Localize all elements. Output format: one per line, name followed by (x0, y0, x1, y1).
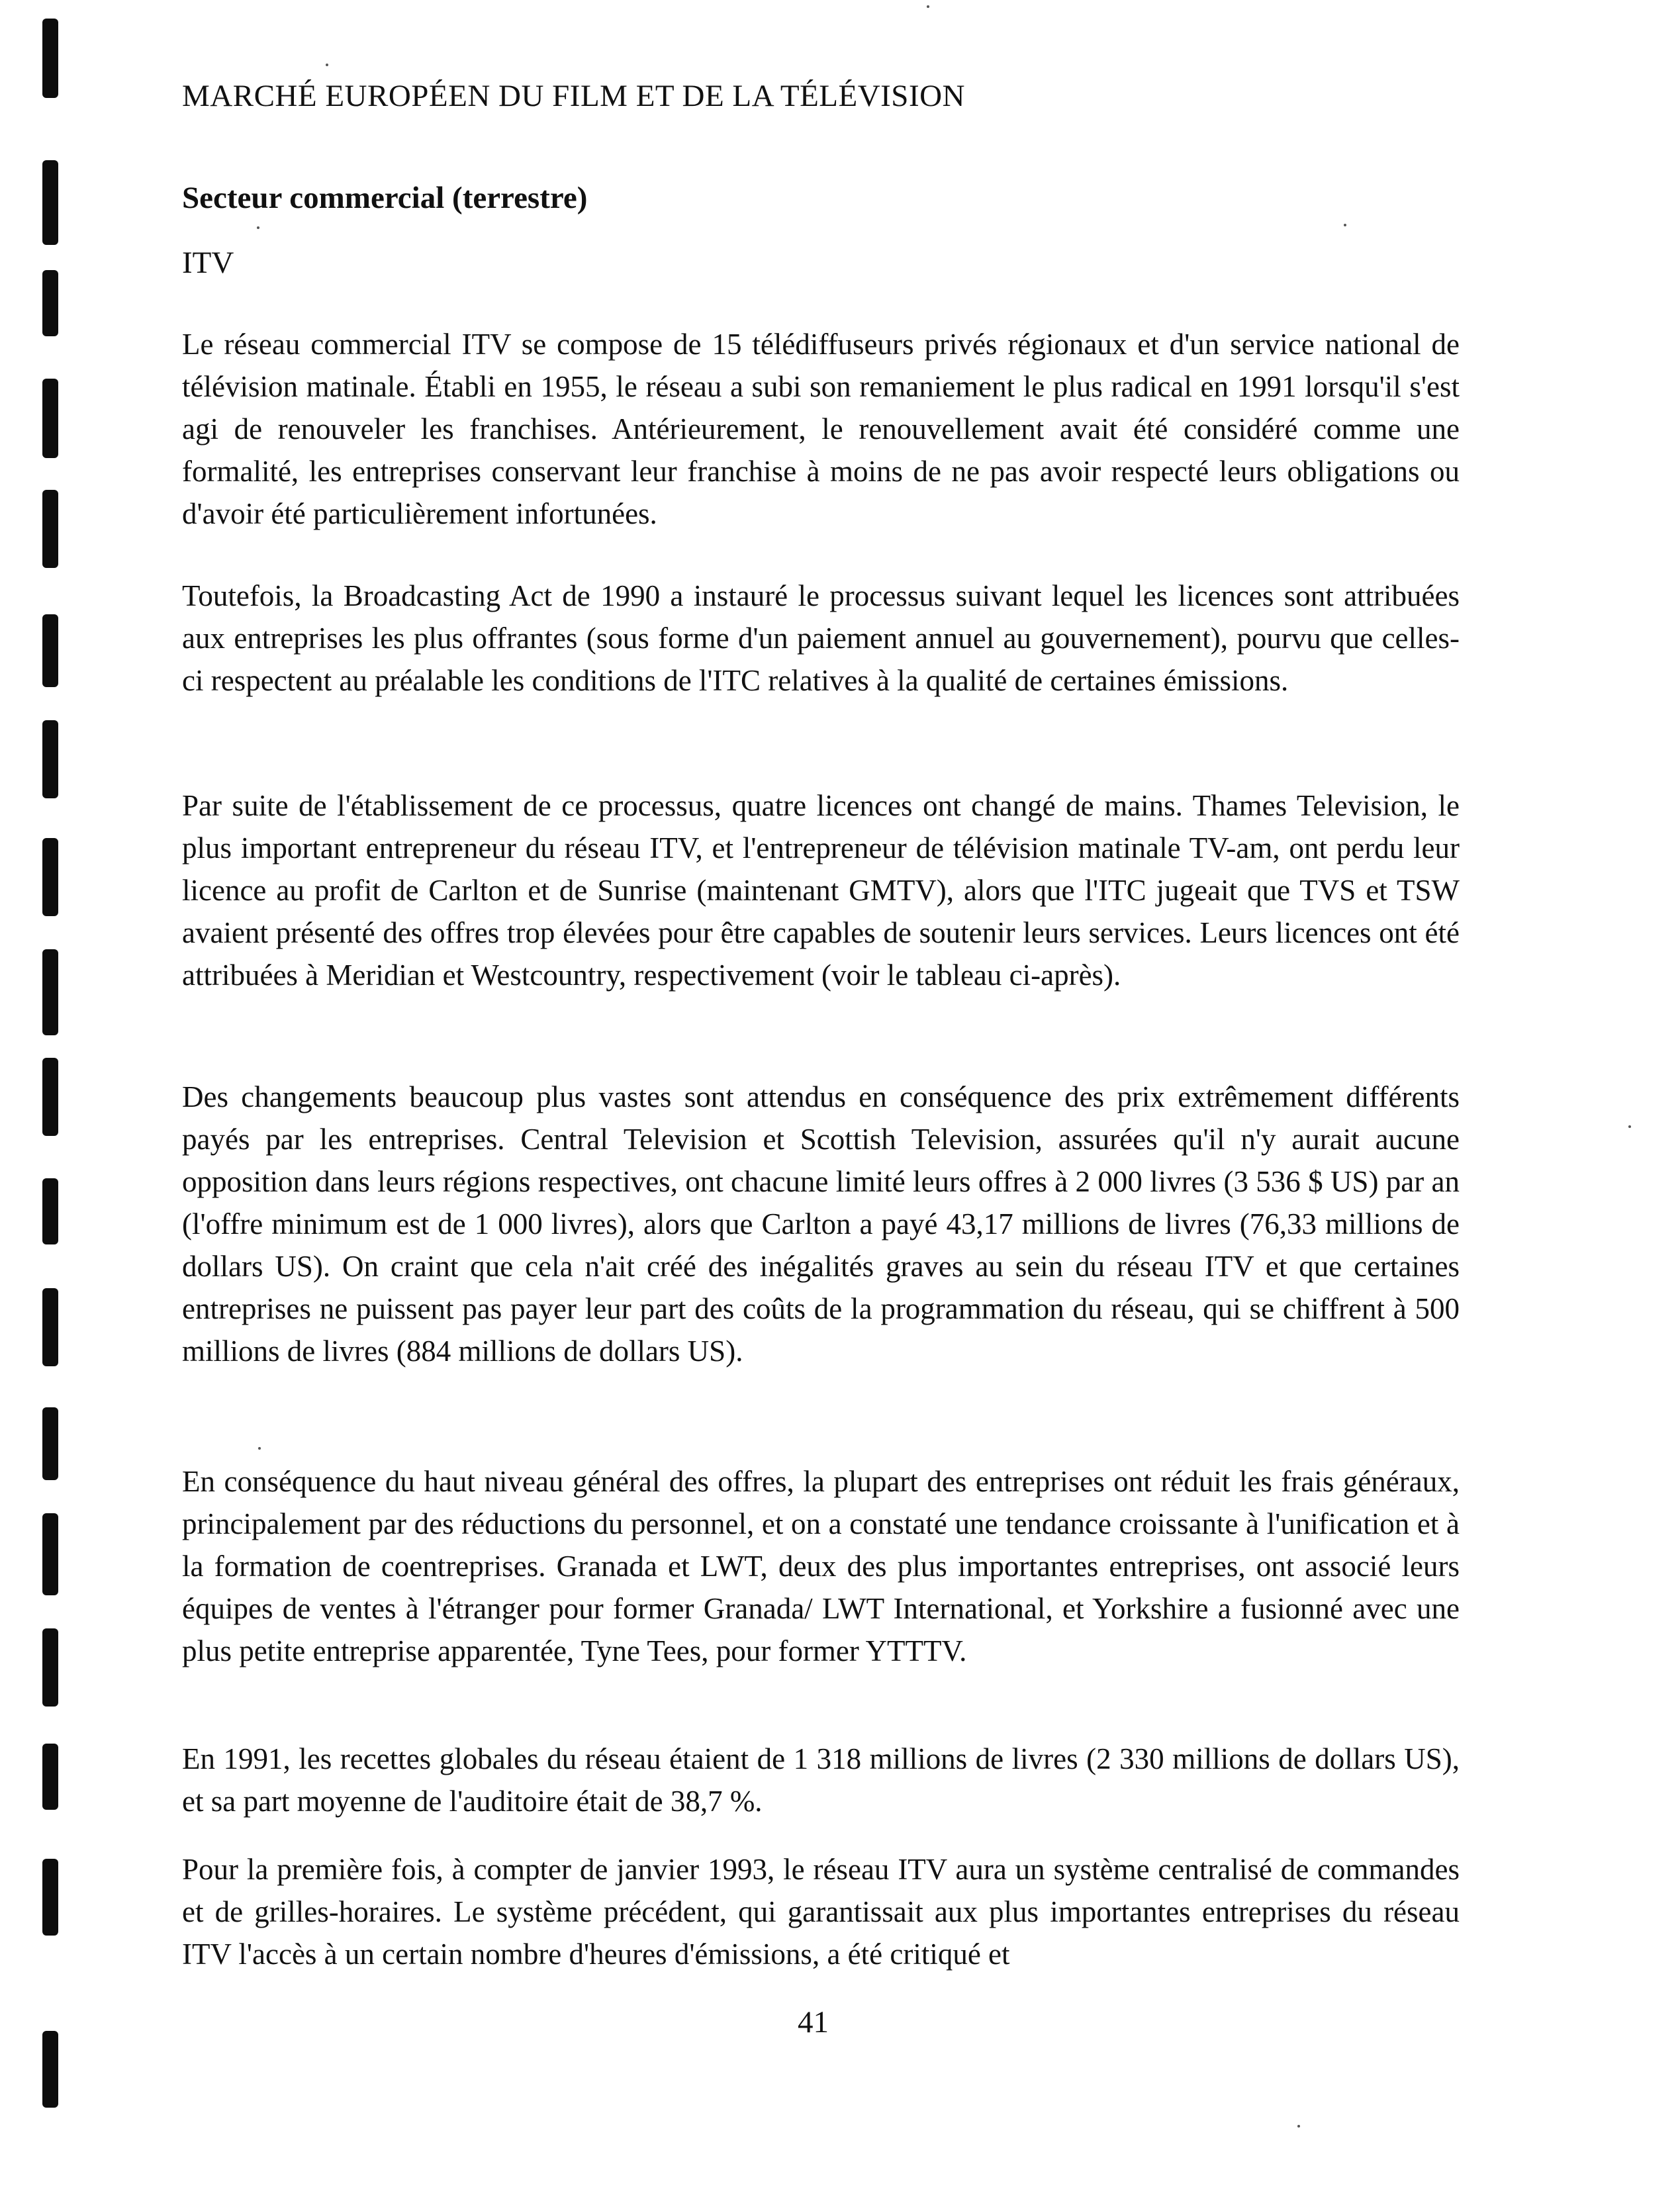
running-header: MARCHÉ EUROPÉEN DU FILM ET DE LA TÉLÉVISION (182, 79, 965, 113)
scan-speck (1344, 224, 1346, 226)
binding-mark (42, 270, 58, 336)
binding-mark (42, 838, 58, 916)
binding-mark (42, 1178, 58, 1244)
scan-speck (1297, 2125, 1300, 2128)
paragraph: En 1991, les recettes globales du réseau étaient de 1 318 millions de livres (2 330 millions de dollars US), et sa part moyenne de l'auditoire était de 38,7 %. (182, 1742, 1460, 1818)
binding-mark (42, 1628, 58, 1707)
scan-speck (258, 1447, 261, 1450)
section-title: Secteur commercial (terrestre) (182, 181, 588, 215)
page-number: 41 (798, 2005, 829, 2039)
scan-speck (927, 5, 929, 8)
scan-speck (326, 64, 328, 66)
scan-speck (257, 226, 259, 229)
binding-mark (42, 1407, 58, 1480)
paragraph: Le réseau commercial ITV se compose de 15 télédiffuseurs privés régionaux et d'un service national de télévision matinale. Établi en 1955, le réseau a subi son remaniement le plus radical en 1991 lorsqu'il s'est agi de renouveler les franchises. Antérieurement, le renouvellement avait été considéré comme une formalité, les entreprises conservant leur franchise à moins de ne pas avoir respecté leurs obligations ou d'avoir été particulièrement infortunées. (182, 328, 1460, 530)
scan-speck (1628, 1125, 1631, 1128)
binding-mark (42, 1058, 58, 1136)
binding-mark (42, 1288, 58, 1366)
binding-mark (42, 1744, 58, 1810)
paragraph: Par suite de l'établissement de ce processus, quatre licences ont changé de mains. Thames Television, le plus important entrepreneur du réseau ITV, et l'entrepreneur de télévision matinale TV-am, ont perdu leur licence au profit de Carlton et de Sunrise (maintenant GMTV), alors que l'ITC jugeait que TVS et TSW avaient présenté des offres trop élevées pour être capables de soutenir leurs services. Leurs licences ont été attribuées à Meridian et Westcountry, respectivement (voir le tableau ci-après). (182, 789, 1460, 992)
binding-mark (42, 1859, 58, 1936)
binding-mark (42, 19, 58, 98)
binding-mark (42, 949, 58, 1035)
paragraph: Pour la première fois, à compter de janvier 1993, le réseau ITV aura un système centralisé de commandes et de grilles-horaires. Le système précédent, qui garantissait aux plus importantes entreprises du réseau ITV l'accès à un certain nombre d'heures d'émissions, a été critiqué et (182, 1853, 1460, 1971)
paragraph: Toutefois, la Broadcasting Act de 1990 a instauré le processus suivant lequel les licences sont attribuées aux entreprises les plus offrantes (sous forme d'un paiement annuel au gouvernement), pourvu que celles-ci respectent au préalable les conditions de l'ITC relatives à la qualité de certaines émissions. (182, 579, 1460, 697)
subsection-title: ITV (182, 246, 234, 280)
binding-mark (42, 2031, 58, 2108)
binding-mark (42, 720, 58, 798)
binding-mark (42, 1513, 58, 1595)
paragraph: En conséquence du haut niveau général des offres, la plupart des entreprises ont réduit les frais généraux, principalement par des réductions du personnel, et on a constaté une tendance croissante à l'unification et à la formation de coentreprises. Granada et LWT, deux des plus importantes entreprises, ont associé leurs équipes de ventes à l'étranger pour former Granada/ LWT International, et Yorkshire a fusionné avec une plus petite entreprise apparentée, Tyne Tees, pour former YTTTV. (182, 1465, 1460, 1667)
binding-mark (42, 490, 58, 568)
binding-mark (42, 614, 58, 687)
binding-mark (42, 160, 58, 245)
binding-mark (42, 379, 58, 458)
binding-holes (0, 0, 79, 2201)
paragraph: Des changements beaucoup plus vastes sont attendus en conséquence des prix extrêmement différents payés par les entreprises. Central Television et Scottish Television, assurées qu'il n'y aurait aucune opposition dans leurs régions respectives, ont chacune limité leurs offres à 2 000 livres (3 536 $ US) par an (l'offre minimum est de 1 000 livres), alors que Carlton a payé 43,17 millions de livres (76,33 millions de dollars US). On craint que cela n'ait créé des inégalités graves au sein du réseau ITV et que certaines entreprises ne puissent pas payer leur part des coûts de la programmation du réseau, qui se chiffrent à 500 millions de livres (884 millions de dollars US). (182, 1080, 1460, 1368)
